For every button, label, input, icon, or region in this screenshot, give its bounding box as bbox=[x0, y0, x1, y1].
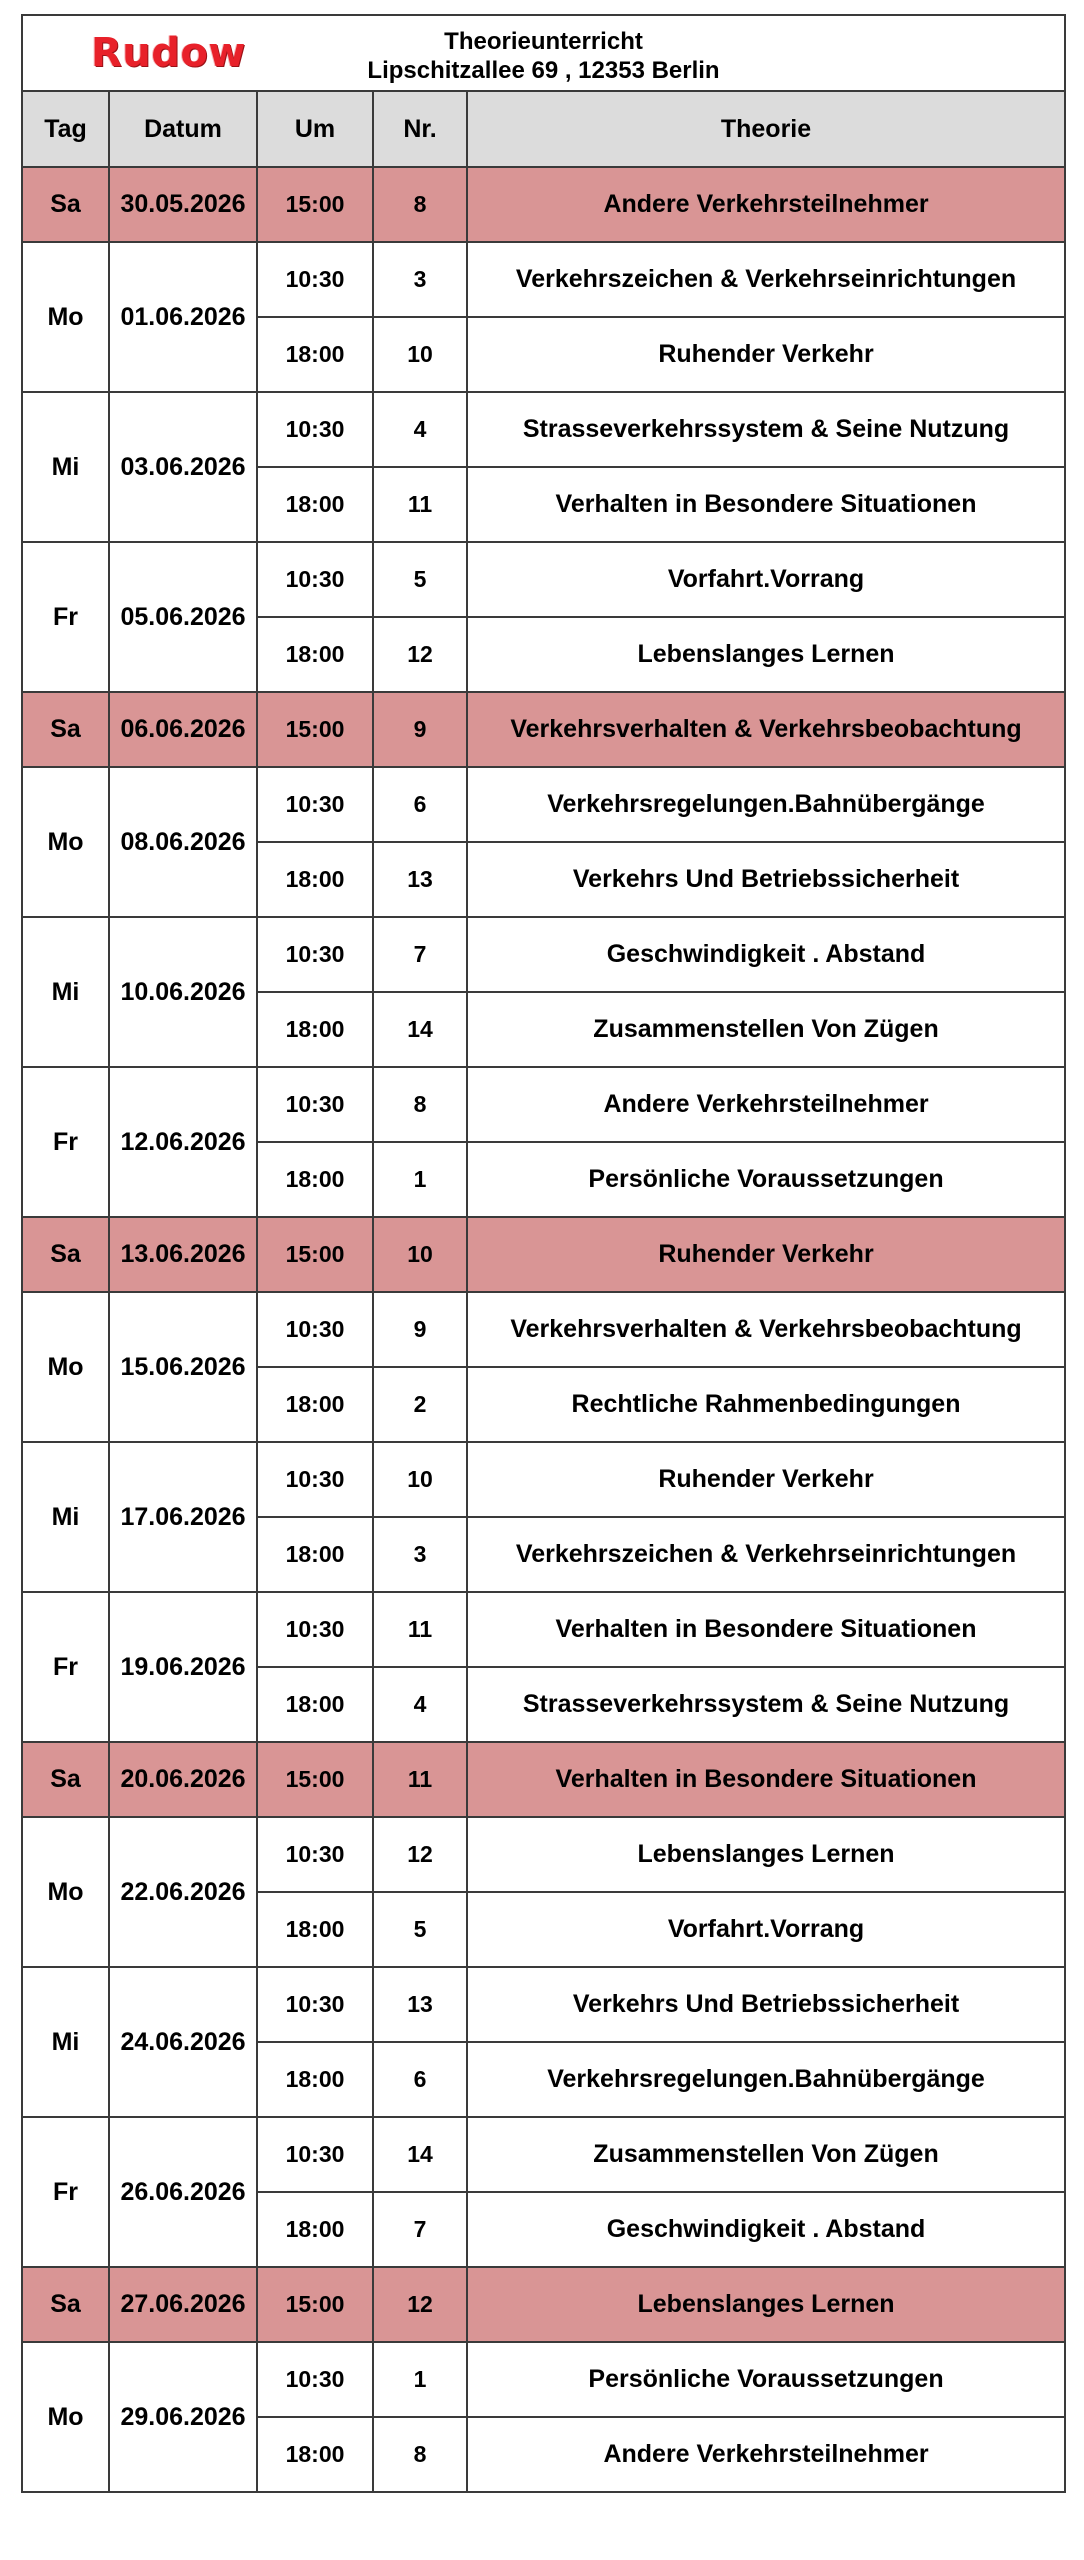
column-header-row bbox=[22, 91, 1065, 167]
date-cell: 06.06.2026 bbox=[109, 692, 257, 767]
table-row bbox=[22, 1967, 1065, 2042]
table-row bbox=[22, 2117, 1065, 2192]
lesson-number-cell: 10 bbox=[373, 317, 467, 392]
lesson-number-cell: 3 bbox=[373, 1517, 467, 1592]
lesson-number-cell: 2 bbox=[373, 1367, 467, 1442]
time-cell: 15:00 bbox=[257, 167, 373, 242]
title-cell bbox=[22, 15, 1065, 91]
time-cell: 18:00 bbox=[257, 842, 373, 917]
date-cell: 29.06.2026 bbox=[109, 2342, 257, 2492]
date-cell: 13.06.2026 bbox=[109, 1217, 257, 1292]
theory-topic-cell: Andere Verkehrsteilnehmer bbox=[467, 2417, 1065, 2492]
date-cell: 19.06.2026 bbox=[109, 1592, 257, 1742]
theory-topic-cell: Ruhender Verkehr bbox=[467, 1217, 1065, 1292]
day-cell: Sa bbox=[22, 167, 109, 242]
time-cell: 10:30 bbox=[257, 1592, 373, 1667]
brand-logo-text: Rudow bbox=[91, 30, 246, 76]
theory-topic-cell: Andere Verkehrsteilnehmer bbox=[467, 1067, 1065, 1142]
date-cell: 20.06.2026 bbox=[109, 1742, 257, 1817]
lesson-number-cell: 13 bbox=[373, 842, 467, 917]
time-cell: 18:00 bbox=[257, 467, 373, 542]
theory-topic-cell: Verkehrsregelungen.Bahnübergänge bbox=[467, 2042, 1065, 2117]
lesson-number-cell: 12 bbox=[373, 1817, 467, 1892]
theory-topic-cell: Verhalten in Besondere Situationen bbox=[467, 1742, 1065, 1817]
theory-topic-cell: Rechtliche Rahmenbedingungen bbox=[467, 1367, 1065, 1442]
table-row-saturday bbox=[22, 1217, 1065, 1292]
lesson-number-cell: 12 bbox=[373, 617, 467, 692]
theory-topic-cell: Verhalten in Besondere Situationen bbox=[467, 467, 1065, 542]
theory-topic-cell: Verkehrs Und Betriebssicherheit bbox=[467, 842, 1065, 917]
time-cell: 15:00 bbox=[257, 1742, 373, 1817]
lesson-number-cell: 6 bbox=[373, 2042, 467, 2117]
time-cell: 10:30 bbox=[257, 392, 373, 467]
lesson-number-cell: 11 bbox=[373, 1592, 467, 1667]
lesson-number-cell: 4 bbox=[373, 1667, 467, 1742]
lesson-number-cell: 1 bbox=[373, 2342, 467, 2417]
lesson-number-cell: 13 bbox=[373, 1967, 467, 2042]
lesson-number-cell: 3 bbox=[373, 242, 467, 317]
theory-topic-cell: Verkehrs Und Betriebssicherheit bbox=[467, 1967, 1065, 2042]
schedule-body bbox=[22, 167, 1065, 2492]
column-header-tag: Tag bbox=[22, 91, 109, 167]
title-line-2: Lipschitzallee 69 , 12353 Berlin bbox=[367, 57, 720, 84]
day-cell: Mo bbox=[22, 1292, 109, 1442]
lesson-number-cell: 12 bbox=[373, 2267, 467, 2342]
day-cell: Mo bbox=[22, 767, 109, 917]
lesson-number-cell: 7 bbox=[373, 2192, 467, 2267]
lesson-number-cell: 10 bbox=[373, 1442, 467, 1517]
theory-topic-cell: Geschwindigkeit . Abstand bbox=[467, 917, 1065, 992]
day-cell: Fr bbox=[22, 1067, 109, 1217]
table-row bbox=[22, 1292, 1065, 1367]
column-header-theorie: Theorie bbox=[467, 91, 1065, 167]
time-cell: 15:00 bbox=[257, 2267, 373, 2342]
date-cell: 10.06.2026 bbox=[109, 917, 257, 1067]
theory-topic-cell: Vorfahrt.Vorrang bbox=[467, 1892, 1065, 1967]
time-cell: 18:00 bbox=[257, 617, 373, 692]
day-cell: Fr bbox=[22, 542, 109, 692]
table-row bbox=[22, 917, 1065, 992]
theory-topic-cell: Verkehrszeichen & Verkehrseinrichtungen bbox=[467, 242, 1065, 317]
time-cell: 18:00 bbox=[257, 1667, 373, 1742]
table-row bbox=[22, 767, 1065, 842]
time-cell: 10:30 bbox=[257, 767, 373, 842]
theory-topic-cell: Strasseverkehrssystem & Seine Nutzung bbox=[467, 392, 1065, 467]
title-row bbox=[22, 15, 1065, 91]
theory-topic-cell: Persönliche Voraussetzungen bbox=[467, 2342, 1065, 2417]
theory-topic-cell: Verkehrsregelungen.Bahnübergänge bbox=[467, 767, 1065, 842]
theory-topic-cell: Vorfahrt.Vorrang bbox=[467, 542, 1065, 617]
date-cell: 08.06.2026 bbox=[109, 767, 257, 917]
lesson-number-cell: 5 bbox=[373, 1892, 467, 1967]
day-cell: Mo bbox=[22, 1817, 109, 1967]
theory-topic-cell: Verkehrsverhalten & Verkehrsbeobachtung bbox=[467, 692, 1065, 767]
time-cell: 10:30 bbox=[257, 2117, 373, 2192]
time-cell: 15:00 bbox=[257, 692, 373, 767]
lesson-number-cell: 1 bbox=[373, 1142, 467, 1217]
lesson-number-cell: 11 bbox=[373, 1742, 467, 1817]
table-row bbox=[22, 242, 1065, 317]
column-header-nr: Nr. bbox=[373, 91, 467, 167]
date-cell: 17.06.2026 bbox=[109, 1442, 257, 1592]
time-cell: 18:00 bbox=[257, 992, 373, 1067]
theory-topic-cell: Lebenslanges Lernen bbox=[467, 1817, 1065, 1892]
time-cell: 10:30 bbox=[257, 242, 373, 317]
lesson-number-cell: 10 bbox=[373, 1217, 467, 1292]
table-row-saturday bbox=[22, 1742, 1065, 1817]
time-cell: 15:00 bbox=[257, 1217, 373, 1292]
lesson-number-cell: 6 bbox=[373, 767, 467, 842]
time-cell: 10:30 bbox=[257, 542, 373, 617]
lesson-number-cell: 9 bbox=[373, 692, 467, 767]
time-cell: 10:30 bbox=[257, 1442, 373, 1517]
day-cell: Mo bbox=[22, 2342, 109, 2492]
theory-topic-cell: Verkehrszeichen & Verkehrseinrichtungen bbox=[467, 1517, 1065, 1592]
time-cell: 10:30 bbox=[257, 1967, 373, 2042]
title-line-1: Theorieunterricht bbox=[444, 28, 643, 55]
table-row bbox=[22, 1817, 1065, 1892]
lesson-number-cell: 4 bbox=[373, 392, 467, 467]
time-cell: 10:30 bbox=[257, 1292, 373, 1367]
time-cell: 18:00 bbox=[257, 317, 373, 392]
theory-topic-cell: Ruhender Verkehr bbox=[467, 317, 1065, 392]
time-cell: 18:00 bbox=[257, 1367, 373, 1442]
table-row bbox=[22, 2342, 1065, 2417]
theory-topic-cell: Zusammenstellen Von Zügen bbox=[467, 992, 1065, 1067]
table-row bbox=[22, 1067, 1065, 1142]
theory-topic-cell: Geschwindigkeit . Abstand bbox=[467, 2192, 1065, 2267]
day-cell: Mi bbox=[22, 1967, 109, 2117]
time-cell: 10:30 bbox=[257, 1817, 373, 1892]
date-cell: 27.06.2026 bbox=[109, 2267, 257, 2342]
lesson-number-cell: 11 bbox=[373, 467, 467, 542]
lesson-number-cell: 14 bbox=[373, 2117, 467, 2192]
day-cell: Sa bbox=[22, 1217, 109, 1292]
date-cell: 05.06.2026 bbox=[109, 542, 257, 692]
table-row bbox=[22, 542, 1065, 617]
time-cell: 18:00 bbox=[257, 1892, 373, 1967]
date-cell: 01.06.2026 bbox=[109, 242, 257, 392]
day-cell: Sa bbox=[22, 692, 109, 767]
day-cell: Mi bbox=[22, 1442, 109, 1592]
time-cell: 18:00 bbox=[257, 2417, 373, 2492]
lesson-number-cell: 14 bbox=[373, 992, 467, 1067]
time-cell: 18:00 bbox=[257, 1517, 373, 1592]
table-row-saturday bbox=[22, 692, 1065, 767]
theory-topic-cell: Andere Verkehrsteilnehmer bbox=[467, 167, 1065, 242]
theory-topic-cell: Verkehrsverhalten & Verkehrsbeobachtung bbox=[467, 1292, 1065, 1367]
theory-topic-cell: Lebenslanges Lernen bbox=[467, 2267, 1065, 2342]
date-cell: 15.06.2026 bbox=[109, 1292, 257, 1442]
day-cell: Fr bbox=[22, 2117, 109, 2267]
table-row bbox=[22, 1592, 1065, 1667]
time-cell: 10:30 bbox=[257, 1067, 373, 1142]
time-cell: 10:30 bbox=[257, 917, 373, 992]
date-cell: 26.06.2026 bbox=[109, 2117, 257, 2267]
schedule-sheet bbox=[21, 14, 1064, 2493]
table-row bbox=[22, 392, 1065, 467]
table-row bbox=[22, 1442, 1065, 1517]
date-cell: 12.06.2026 bbox=[109, 1067, 257, 1217]
lesson-number-cell: 8 bbox=[373, 2417, 467, 2492]
column-header-um: Um bbox=[257, 91, 373, 167]
table-row-saturday bbox=[22, 167, 1065, 242]
date-cell: 03.06.2026 bbox=[109, 392, 257, 542]
time-cell: 18:00 bbox=[257, 2192, 373, 2267]
time-cell: 18:00 bbox=[257, 1142, 373, 1217]
day-cell: Sa bbox=[22, 1742, 109, 1817]
lesson-number-cell: 9 bbox=[373, 1292, 467, 1367]
time-cell: 18:00 bbox=[257, 2042, 373, 2117]
lesson-number-cell: 8 bbox=[373, 167, 467, 242]
theory-topic-cell: Ruhender Verkehr bbox=[467, 1442, 1065, 1517]
day-cell: Fr bbox=[22, 1592, 109, 1742]
lesson-number-cell: 7 bbox=[373, 917, 467, 992]
theory-topic-cell: Strasseverkehrssystem & Seine Nutzung bbox=[467, 1667, 1065, 1742]
schedule-table bbox=[21, 14, 1066, 2493]
column-header-datum: Datum bbox=[109, 91, 257, 167]
day-cell: Mi bbox=[22, 917, 109, 1067]
day-cell: Mi bbox=[22, 392, 109, 542]
day-cell: Mo bbox=[22, 242, 109, 392]
date-cell: 24.06.2026 bbox=[109, 1967, 257, 2117]
theory-topic-cell: Zusammenstellen Von Zügen bbox=[467, 2117, 1065, 2192]
day-cell: Sa bbox=[22, 2267, 109, 2342]
theory-topic-cell: Lebenslanges Lernen bbox=[467, 617, 1065, 692]
theory-topic-cell: Persönliche Voraussetzungen bbox=[467, 1142, 1065, 1217]
date-cell: 30.05.2026 bbox=[109, 167, 257, 242]
table-row-saturday bbox=[22, 2267, 1065, 2342]
lesson-number-cell: 5 bbox=[373, 542, 467, 617]
lesson-number-cell: 8 bbox=[373, 1067, 467, 1142]
date-cell: 22.06.2026 bbox=[109, 1817, 257, 1967]
theory-topic-cell: Verhalten in Besondere Situationen bbox=[467, 1592, 1065, 1667]
time-cell: 10:30 bbox=[257, 2342, 373, 2417]
